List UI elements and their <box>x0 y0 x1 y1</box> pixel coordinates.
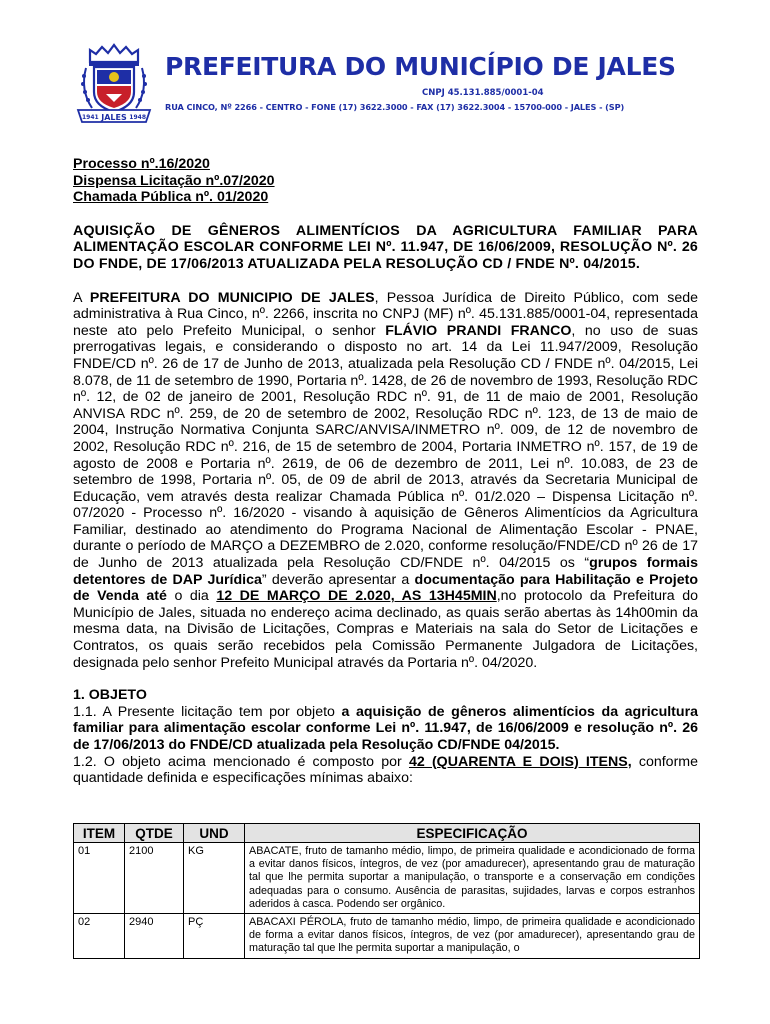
municipal-coat-of-arms-icon <box>76 42 152 124</box>
document-subject: AQUISIÇÃO DE GÊNEROS ALIMENTÍCIOS DA AGRICULTURA FAMILIAR PARA ALIMENTAÇÃO ESCOLAR CONFORME LEI Nº. 11.947, DE 16/06/2009, RESOLUÇÃO Nº. 26 DO FNDE, DE 17/06/2013 ATUALIZADA PELA RESOLUÇÃO CD / FNDE Nº. 04/2015. <box>73 222 698 272</box>
crest-year-right: 1948 <box>129 114 146 121</box>
municipality-address: RUA CINCO, Nº 2266 - CENTRO - FONE (17) 3622.3000 - FAX (17) 3622.3004 - 15700-000 - JALES - (SP) <box>165 102 625 112</box>
section-1-2-text: 1.2. O objeto acima mencionado é composto por <box>73 753 409 770</box>
cell-spec: ABACAXI PÉROLA, fruto de tamanho médio, limpo, de primeira qualidade e acondicionado de forma a evitar danos físicos, íntegros, de vez (por amadurecer), apresentando grau de maturação tal que lhe permita suportar a manipulação, o <box>245 914 700 959</box>
intro-bold-documentation: documentação para Habilitação e Projeto de Venda até <box>73 571 698 605</box>
intro-bold-mayor: FLÁVIO PRANDI FRANCO <box>385 322 572 339</box>
municipality-cnpj: CNPJ 45.131.885/0001-04 <box>422 88 544 98</box>
letterhead <box>70 34 710 130</box>
items-table <box>73 823 700 959</box>
section-1-2-items-count: 42 (QUARENTA E DOIS) ITENS, <box>408 753 632 770</box>
intro-text-3: , no uso de suas prerrogativas legais, e considerando o disposto no art. 14 da Lei 11.947/2009, Resolução FNDE/CD nº. 26 de 17 de Junho de 2013, atualizada pela Resolução CD / FNDE nº. 04/2015, Lei 8.078, de 11 de setembro de 1990, Portaria nº. 1428, de 26 de novembro de 1993, Resolução RDC nº. 12, de 02 de janeiro de 2001, Resolução RDC nº. 91, de 11 de maio de 2001, Resolução ANVISA RDC nº. 259, de 20 de setembro de 2002, Resolução RDC nº. 123, de 13 de maio de 2004, Instrução Normativa Conjunta SARC/ANVISA/INMETRO nº. 009, de 12 de novembro de 2002, Resolução RDC nº. 216, de 15 de setembro de 2004, Portaria INMETRO nº. 157, de 19 de agosto de 2008 e Portaria nº. 2619, de 06 de dezembro de 2011, Lei nº. 10.083, de 23 de setembro de 1998, Portaria nº. 05, de 09 de abril de 2013, através da Secretaria Municipal de Educação, vem através desta realizar Chamada Pública nº. 01/2.020 – Dispensa Licitação nº. 07/2020 - Processo nº. 16/2020 - visando à aquisição de Gêneros Alimentícios da Agricultura Familiar, destinado ao atendimento do Programa Nacional de Alimentação Escolar - PNAE, durante o período de MARÇO a DEZEMBRO de 2.020, conforme resolução/FNDE/CD nº 26 de 17 de Junho de 2013 atualizada pela Resolução CD/FNDE nº. 04/2015 os “ <box>73 322 698 572</box>
cell-spec: ABACATE, fruto de tamanho médio, limpo, de primeira qualidade e acondicionado de forma a evitar danos físicos, íntegros, de vez (por amadurecer), apresentando grau de maturação tal que lhe permita suportar a manipulação, o transporte e a conservação em condições adequadas para o consumo. Ausência de parasitas, sujidades, larvas e corpos estranhos aderidos à casca. Podendo ser orgânico. <box>245 843 700 914</box>
chamada-number: Chamada Pública nº. 01/2020 <box>73 189 269 206</box>
section-1-2 <box>73 754 698 787</box>
section-1-1-bold: a aquisição de gêneros alimentícios da agricultura familiar para alimentação escolar conforme Lei nº. 11.947, de 16/06/2009 e resolução nº. 26 de 17/06/2013 do FNDE/CD atualizada pela Resolução CD/FNDE 04/2015. <box>73 703 698 753</box>
col-header-und: UND <box>184 824 245 843</box>
col-header-spec: ESPECIFICAÇÃO <box>245 824 700 843</box>
crest-year-left: 1941 <box>82 114 99 121</box>
process-number: Processo nº.16/2020 <box>73 156 210 172</box>
cell-qtde: 2100 <box>125 843 184 914</box>
intro-text-1: A <box>73 289 90 306</box>
cell-und: KG <box>184 843 245 914</box>
col-header-item: ITEM <box>74 824 125 843</box>
document-body <box>73 156 698 787</box>
intro-bold-groups: grupos formais detentores de DAP Jurídica <box>73 555 698 588</box>
cell-und: PÇ <box>184 914 245 959</box>
intro-paragraph <box>73 290 698 672</box>
intro-text-6: ,no protocolo da Prefeitura do Município de Jales, situada no endereço acima declinado, as quais serão abertas às 14h00min da mesma data, na Divisão de Licitações, Compras e Materiais na sala do Setor de Licitações e Contratos, os quais serão recebidos pela Comissão Permanente Julgadora de Licitações, designada pelo senhor Prefeito Municipal através da Portaria nº. 04/2020. <box>73 588 698 671</box>
intro-text-5: o dia <box>166 588 217 605</box>
cell-item: 01 <box>74 843 125 914</box>
section-1-2-text-end: conforme quantidade definida e especificações mínimas abaixo: <box>73 753 699 787</box>
cell-item: 02 <box>74 914 125 959</box>
dispensa-number: Dispensa Licitação nº.07/2020 <box>73 172 275 189</box>
table-row <box>74 843 700 914</box>
intro-deadline: 12 DE MARÇO DE 2.020, AS 13H45MIN <box>216 588 497 605</box>
table-header-row <box>74 824 700 843</box>
section-1-1-text: 1.1. A Presente licitação tem por objeto <box>73 703 342 720</box>
section-1-title: 1. OBJETO <box>73 687 147 704</box>
col-header-qtde: QTDE <box>125 824 184 843</box>
section-1-1 <box>73 704 698 754</box>
intro-text-2: , Pessoa Jurídica de Direito Público, com sede administrativa à Rua Cinco, nº. 2266, inscrita no CNPJ (MF) nº. 45.131.885/0001-04, representada neste ato pelo Prefeito Municipal, o senhor <box>73 289 699 339</box>
municipality-title: PREFEITURA DO MUNICÍPIO DE JALES <box>165 52 676 81</box>
cell-qtde: 2940 <box>125 914 184 959</box>
crest-name: JALES <box>101 113 127 122</box>
intro-bold-municipality: PREFEITURA DO MUNICIPIO DE JALES <box>89 289 375 306</box>
table-row <box>74 914 700 959</box>
intro-text-4: ” deverão apresentar a <box>261 571 415 588</box>
